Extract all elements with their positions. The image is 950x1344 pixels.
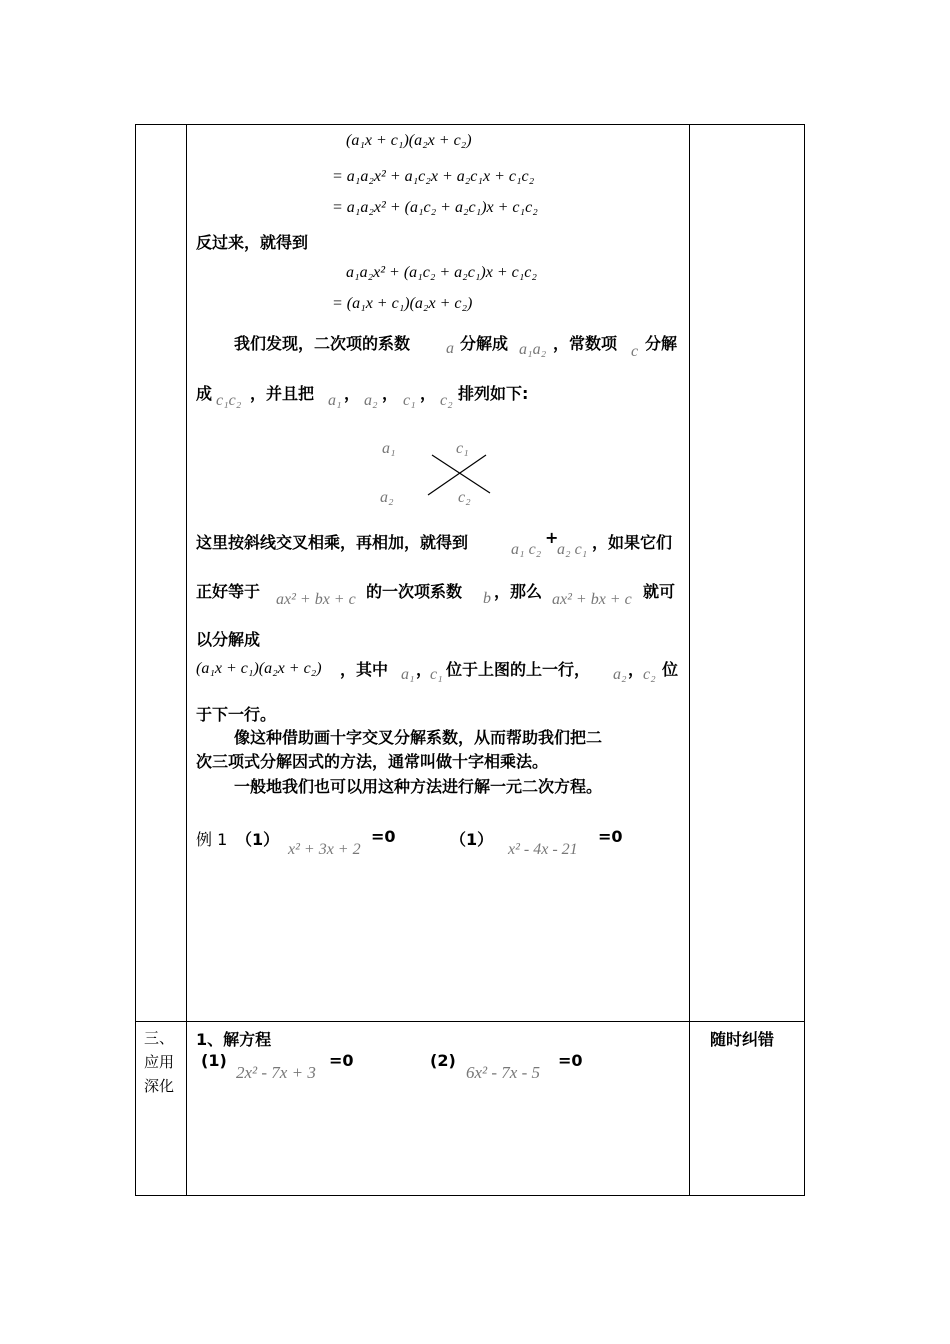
section3-label-2: 应用 — [144, 1053, 175, 1071]
cross-c2: c₂ — [458, 489, 471, 506]
table-divider-2 — [689, 124, 690, 1196]
para1-sep-1: ， — [344, 384, 361, 403]
para1-text-5: 成 — [196, 384, 213, 403]
para2-q-c1: c₁ — [430, 666, 443, 683]
table-border-left — [135, 124, 136, 1196]
para1-c: c — [631, 343, 639, 360]
para1-list-a2: a₂ — [364, 392, 378, 409]
table-border-middle — [135, 1021, 805, 1022]
para1-text-6: ，并且把 — [250, 384, 315, 403]
expansion-line-2: = a₁a₂x² + a₁c₂x + a₂c₁x + c₁c₂ — [332, 168, 535, 185]
cross-a2: a₂ — [380, 489, 394, 506]
para2-text-9: 位于上图的上一行， — [446, 660, 591, 679]
cross-line-down — [432, 455, 490, 493]
table-border-bottom — [135, 1195, 805, 1196]
table-border-top — [135, 124, 805, 125]
para2-term-1: a₁ c₂ — [511, 541, 542, 558]
para2-text-4: 的一次项系数 — [366, 582, 463, 601]
para2-text-11: 于下一行。 — [196, 705, 277, 724]
para1-list-a1: a₁ — [328, 392, 342, 409]
para1-text-3: ，常数项 — [553, 334, 618, 353]
section3-label-3: 深化 — [144, 1077, 175, 1095]
cross-line-up — [428, 455, 486, 495]
para2-b: b — [483, 590, 491, 607]
para1-text-7: 排列如下: — [458, 384, 529, 403]
section3-note: 随时纠错 — [710, 1030, 775, 1049]
para2-text-2: ，如果它们 — [592, 533, 673, 552]
table-divider-1 — [186, 124, 187, 1196]
example-eq-1-rhs: =0 — [371, 827, 396, 846]
expansion-line-1: (a₁x + c₁)(a₂x + c₂) — [346, 132, 472, 149]
section3-num-2: (2) — [430, 1051, 456, 1070]
cross-a1: a₁ — [382, 440, 396, 457]
para1-text-2: 分解成 — [460, 334, 509, 353]
para2-q-a1: a₁ — [401, 666, 415, 683]
cross-c1: c₁ — [456, 440, 469, 457]
cross-lines — [420, 450, 500, 500]
table-border-right — [804, 124, 805, 1196]
para2-text-6: 就可 — [643, 582, 676, 601]
para1-a: a — [446, 340, 454, 357]
para1-c1c2: c₁c₂ — [216, 392, 242, 409]
para2-text-10: 位 — [662, 660, 679, 679]
para2-q-c2: c₂ — [643, 666, 656, 683]
para3-line-2: 次三项式分解因式的方法，通常叫做十字相乘法。 — [196, 752, 549, 771]
example-eq-2: x² - 4x - 21 — [508, 841, 578, 858]
para1-list-c1: c₁ — [403, 392, 416, 409]
reverse-line-2: = (a₁x + c₁)(a₂x + c₂) — [332, 295, 473, 312]
para1-text-1: 我们发现，二次项的系数 — [234, 334, 411, 353]
para1-list-c2: c₂ — [440, 392, 453, 409]
para2-text-1: 这里按斜线交叉相乘，再相加，就得到 — [196, 533, 469, 552]
expansion-line-3: = a₁a₂x² + (a₁c₂ + a₂c₁)x + c₁c₂ — [332, 199, 538, 216]
reverse-intro: 反过来，就得到 — [196, 233, 309, 252]
para2-term-2: a₂ c₁ — [557, 541, 588, 558]
section3-label-1: 三、 — [144, 1029, 175, 1047]
para2-q-a2: a₂ — [613, 666, 627, 683]
section3-title: 1、解方程 — [196, 1030, 272, 1049]
section3-eq-2: 6x² - 7x - 5 — [466, 1063, 541, 1082]
para2-sep-1: ， — [416, 660, 433, 679]
example-num-2: （1） — [450, 830, 494, 849]
para2-poly-2: ax² + bx + c — [552, 591, 632, 608]
para1-sep-2: ， — [382, 384, 399, 403]
section3-eq-2-rhs: =0 — [558, 1051, 583, 1070]
para2-text-7: 以分解成 — [196, 630, 261, 649]
reverse-line-1: a₁a₂x² + (a₁c₂ + a₂c₁)x + c₁c₂ — [346, 264, 537, 281]
para3-line-1: 像这种借助画十字交叉分解系数，从而帮助我们把二 — [234, 728, 603, 747]
section3-eq-1: 2x² - 7x + 3 — [236, 1063, 316, 1082]
para2-text-3: 正好等于 — [196, 582, 261, 601]
example-num-1: （1） — [236, 830, 280, 849]
para2-factored: (a₁x + c₁)(a₂x + c₂) — [196, 660, 322, 677]
example-label: 例 1 — [196, 830, 228, 849]
para2-sep-2: ， — [628, 660, 645, 679]
section3-eq-1-rhs: =0 — [329, 1051, 354, 1070]
para1-text-4: 分解 — [645, 334, 678, 353]
para1-sep-3: ， — [420, 384, 437, 403]
example-eq-1: x² + 3x + 2 — [288, 841, 361, 858]
para2-plus: + — [545, 528, 559, 547]
para2-poly-1: ax² + bx + c — [276, 591, 356, 608]
para3-line-3: 一般地我们也可以用这种方法进行解一元二次方程。 — [234, 777, 603, 796]
para2-text-8: ，其中 — [340, 660, 389, 679]
para1-a1a2: a₁a₂ — [519, 341, 547, 358]
example-eq-2-rhs: =0 — [598, 827, 623, 846]
section3-num-1: (1) — [201, 1051, 227, 1070]
para2-text-5: ，那么 — [494, 582, 543, 601]
